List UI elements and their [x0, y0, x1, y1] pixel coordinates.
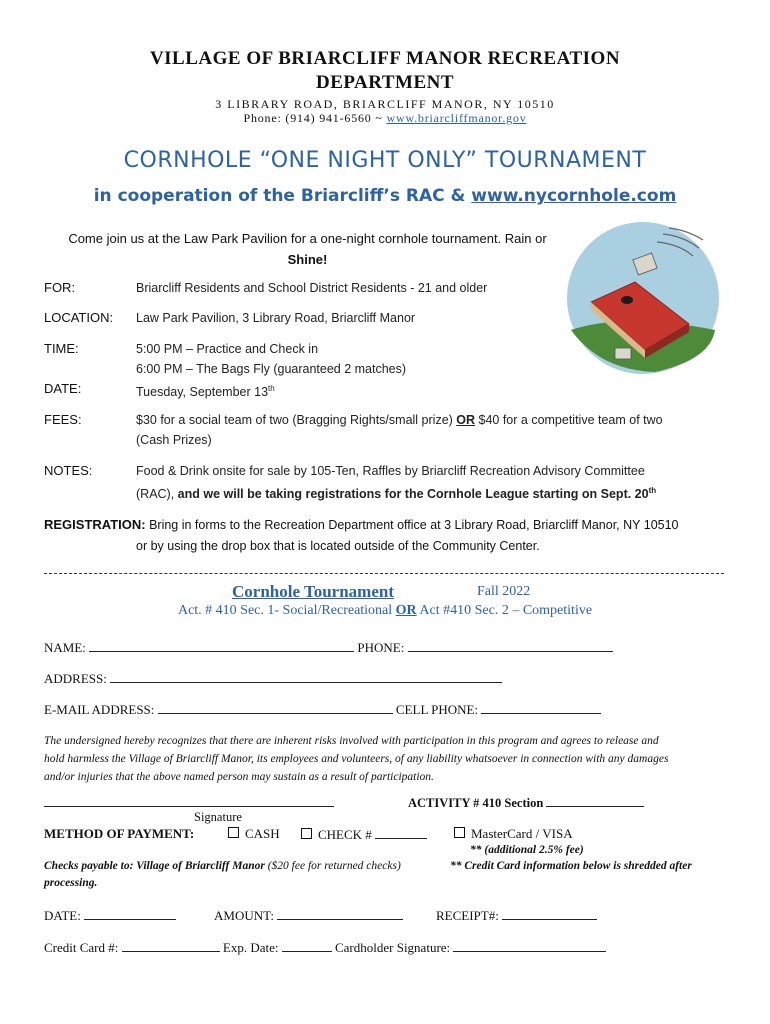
- credit-card-row: [44, 939, 606, 956]
- processing-text: processing.: [44, 877, 98, 889]
- card-shred-note: ** Credit Card information below is shredded after: [450, 860, 692, 872]
- org-phone: Phone: (914) 941-6560 ~: [243, 111, 387, 125]
- check-option[interactable]: CHECK #: [301, 826, 427, 843]
- signature-line[interactable]: [44, 806, 334, 807]
- form-activity-line: Act. # 410 Sec. 1- Social/Recreational OR Act #410 Sec. 2 – Competitive: [177, 603, 593, 618]
- org-title-line2: DEPARTMENT: [315, 72, 455, 93]
- form-season: Fall 2022: [477, 584, 531, 599]
- cash-option[interactable]: CASH: [228, 826, 280, 842]
- cc-number-field[interactable]: [122, 939, 220, 952]
- waiver-text: The undersigned hereby recognizes that there are inherent risks involved with participation in this program and agrees to release and hold harmless the Village of Briarcliff Manor, its employees and volunteers, of any liability whatsoever in connection with any damages and/or injuries that the above named person may sustain as a result of participation.: [44, 735, 669, 783]
- cut-line-divider: [44, 573, 724, 574]
- for-label: FOR:: [44, 280, 76, 295]
- activity-section-row: ACTIVITY # 410 Section: [408, 794, 644, 811]
- time-value-1: 5:00 PM – Practice and Check in: [136, 342, 319, 356]
- event-subhead: [0, 186, 770, 206]
- amount-label: AMOUNT:: [214, 908, 278, 923]
- signature-label: Signature: [194, 810, 242, 824]
- receipt-label: RECEIPT#:: [436, 908, 503, 923]
- email-label: E-MAIL ADDRESS:: [44, 702, 158, 717]
- payment-row: [44, 826, 194, 842]
- org-address: 3 LIBRARY ROAD, BRIARCLIFF MANOR, NY 10510: [215, 97, 555, 111]
- org-title-line1: VILLAGE OF BRIARCLIFF MANOR RECREATION: [149, 48, 621, 69]
- fees-label: FEES:: [44, 412, 82, 427]
- time-label: TIME:: [44, 341, 79, 356]
- date-value: Tuesday, September 13th: [136, 384, 275, 400]
- cell-label: CELL PHONE:: [392, 702, 482, 717]
- date-row: [44, 907, 176, 924]
- fees-value: $30 for a social team of two (Bragging Rights/small prize) OR $40 for a competitive team of two (Cash Prizes): [136, 413, 663, 447]
- amount-field[interactable]: [277, 907, 403, 920]
- phone-label: PHONE:: [354, 640, 408, 655]
- phone-field[interactable]: [408, 639, 613, 652]
- cash-checkbox[interactable]: [228, 827, 239, 838]
- cardholder-label: Cardholder Signature:: [331, 940, 454, 955]
- checks-payable: Checks payable to: Village of Briarcliff Manor ($20 fee for returned checks): [44, 860, 401, 872]
- intro-line-2: Shine!: [287, 252, 328, 267]
- email-field[interactable]: [158, 701, 393, 714]
- board-hole: [621, 296, 633, 304]
- name-field[interactable]: [89, 639, 354, 652]
- registration-label: REGISTRATION:: [44, 517, 146, 532]
- event-intro: [50, 228, 565, 270]
- address-field[interactable]: [110, 670, 502, 683]
- exp-label: Exp. Date:: [219, 940, 282, 955]
- time-values: [136, 339, 406, 402]
- card-checkbox[interactable]: [454, 827, 465, 838]
- cc-label: Credit Card #:: [44, 940, 122, 955]
- cell-field[interactable]: [481, 701, 601, 714]
- card-option[interactable]: MasterCard / VISA: [454, 826, 573, 842]
- address-label: ADDRESS:: [44, 671, 111, 686]
- exp-date-field[interactable]: [282, 939, 332, 952]
- check-checkbox[interactable]: [301, 828, 312, 839]
- check-number-field[interactable]: [375, 826, 427, 839]
- time-value-2: 6:00 PM – The Bags Fly (guaranteed 2 matches): [136, 362, 407, 376]
- nycornhole-link[interactable]: www.nycornhole.com: [471, 186, 677, 206]
- for-value: Briarcliff Residents and School District Residents - 21 and older: [136, 281, 488, 295]
- address-row: [44, 670, 502, 687]
- org-website-link[interactable]: www.briarcliffmanor.gov: [386, 111, 527, 125]
- notes-label: NOTES:: [44, 463, 93, 478]
- card-fee-note: ** (additional 2.5% fee): [470, 844, 584, 856]
- location-label: LOCATION:: [44, 310, 114, 325]
- payment-label: METHOD OF PAYMENT:: [44, 826, 195, 841]
- bean-bag-ground: [615, 348, 631, 359]
- name-phone-row: [44, 639, 613, 656]
- activity-section-field[interactable]: [546, 794, 644, 807]
- receipt-field[interactable]: [502, 907, 597, 920]
- event-headline: CORNHOLE “ONE NIGHT ONLY” TOURNAMENT: [123, 148, 647, 173]
- notes-value: Food & Drink onsite for sale by 105-Ten, Raffles by Briarcliff Recreation Advisory Committee (RAC), and we will be taking registrations for the Cornhole League starting on Sept. 20th: [136, 464, 657, 502]
- location-value: Law Park Pavilion, 3 Library Road, Briarcliff Manor: [136, 311, 416, 325]
- cornhole-illustration: [565, 220, 725, 380]
- receipt-row: [436, 907, 597, 924]
- amount-row: [214, 907, 403, 924]
- office-date-field[interactable]: [84, 907, 176, 920]
- intro-line-1: Come join us at the Law Park Pavilion for a one-night cornhole tournament. Rain or: [68, 231, 547, 246]
- form-title: Cornhole Tournament: [232, 582, 394, 601]
- registration-block: REGISTRATION: Bring in forms to the Recreation Department office at 3 Library Road, Briarcliff Manor, NY 10510 or by using the drop box that is located outside of the Community Center.: [44, 517, 679, 553]
- event-subhead-text: in cooperation of the Briarcliff’s RAC &: [93, 186, 472, 206]
- date-label: DATE:: [44, 381, 82, 396]
- name-label: NAME:: [44, 640, 90, 655]
- cardholder-signature-field[interactable]: [453, 939, 606, 952]
- office-date-label: DATE:: [44, 908, 85, 923]
- email-cell-row: [44, 701, 601, 718]
- org-phone-line: [0, 111, 770, 126]
